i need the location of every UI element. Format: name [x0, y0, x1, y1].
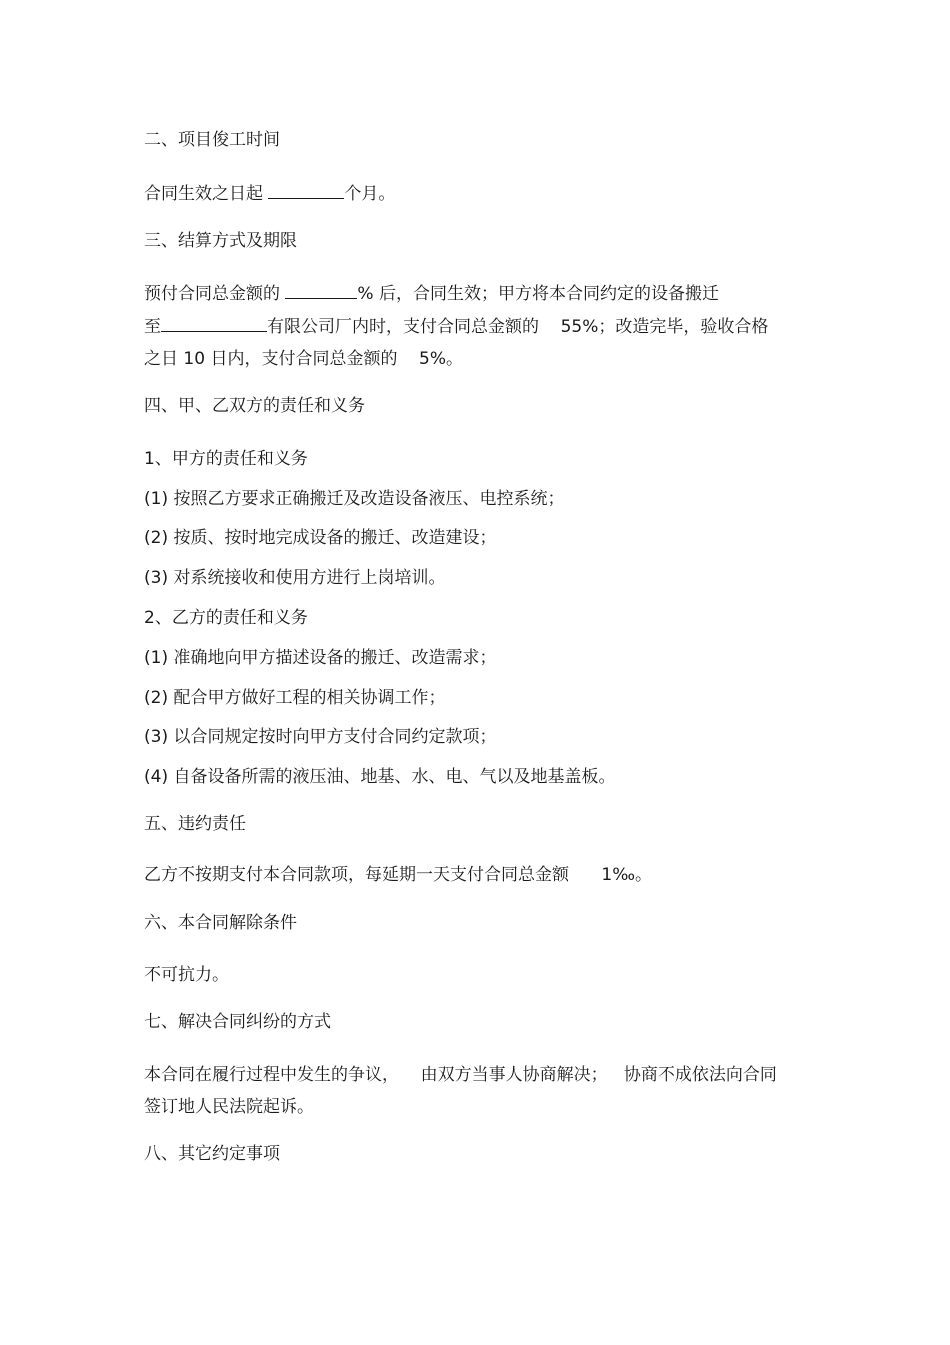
completion-time-clause	[144, 182, 395, 206]
section-heading-completion-time: 二、项目俊工时间	[144, 130, 280, 150]
termination-clause: 不可抗力。	[144, 965, 229, 985]
section-heading-responsibilities: 四、甲、乙双方的责任和义务	[144, 396, 365, 416]
subheading-party-b: 2、乙方的责任和义务	[144, 608, 308, 628]
party-a-item: (2) 按质、按时地完成设备的搬迁、改造建设；	[144, 528, 497, 548]
party-b-item: (4) 自备设备所需的液压油、地基、水、电、气以及地基盖板。	[144, 767, 616, 787]
months-blank	[268, 182, 344, 199]
clause-text: 有限公司厂内时，支付合同总金额的 55%；改造完毕，验收合格	[267, 317, 769, 337]
clause-text: 个月。	[344, 184, 396, 204]
settlement-clause-line-1	[144, 282, 719, 306]
subheading-party-a: 1、甲方的责任和义务	[144, 449, 308, 469]
settlement-clause-line-3: 之日 10 日内，支付合同总金额的 5%。	[144, 349, 464, 369]
section-heading-other-terms: 八、其它约定事项	[144, 1144, 280, 1164]
party-a-item: (1) 按照乙方要求正确搬迁及改造设备液压、电控系统；	[144, 489, 565, 509]
settlement-clause-line-2	[144, 315, 768, 339]
party-b-item: (3) 以合同规定按时向甲方支付合同约定款项；	[144, 727, 497, 747]
disputes-clause-line-2: 签订地人民法院起诉。	[144, 1097, 314, 1117]
section-heading-settlement: 三、结算方式及期限	[144, 231, 297, 251]
breach-clause: 乙方不按期支付本合同款项，每延期一天支付合同总金额 1‰。	[144, 865, 653, 885]
party-b-item: (2) 配合甲方做好工程的相关协调工作；	[144, 688, 446, 708]
party-a-item: (3) 对系统接收和使用方进行上岗培训。	[144, 568, 446, 588]
section-heading-termination: 六、本合同解除条件	[144, 913, 297, 933]
disputes-clause-line-1: 本合同在履行过程中发生的争议， 由双方当事人协商解决； 协商不成依法向合同	[144, 1065, 777, 1085]
clause-text: 合同生效之日起	[144, 184, 263, 204]
section-heading-breach: 五、违约责任	[144, 814, 246, 834]
section-heading-disputes: 七、解决合同纠纷的方式	[144, 1012, 331, 1032]
clause-text: % 后，合同生效；甲方将本合同约定的设备搬迁	[357, 284, 719, 304]
prepayment-percent-blank	[285, 282, 357, 299]
clause-text: 至	[144, 317, 161, 337]
company-name-blank	[161, 315, 267, 332]
party-b-item: (1) 准确地向甲方描述设备的搬迁、改造需求；	[144, 648, 497, 668]
clause-text: 预付合同总金额的	[144, 284, 280, 304]
